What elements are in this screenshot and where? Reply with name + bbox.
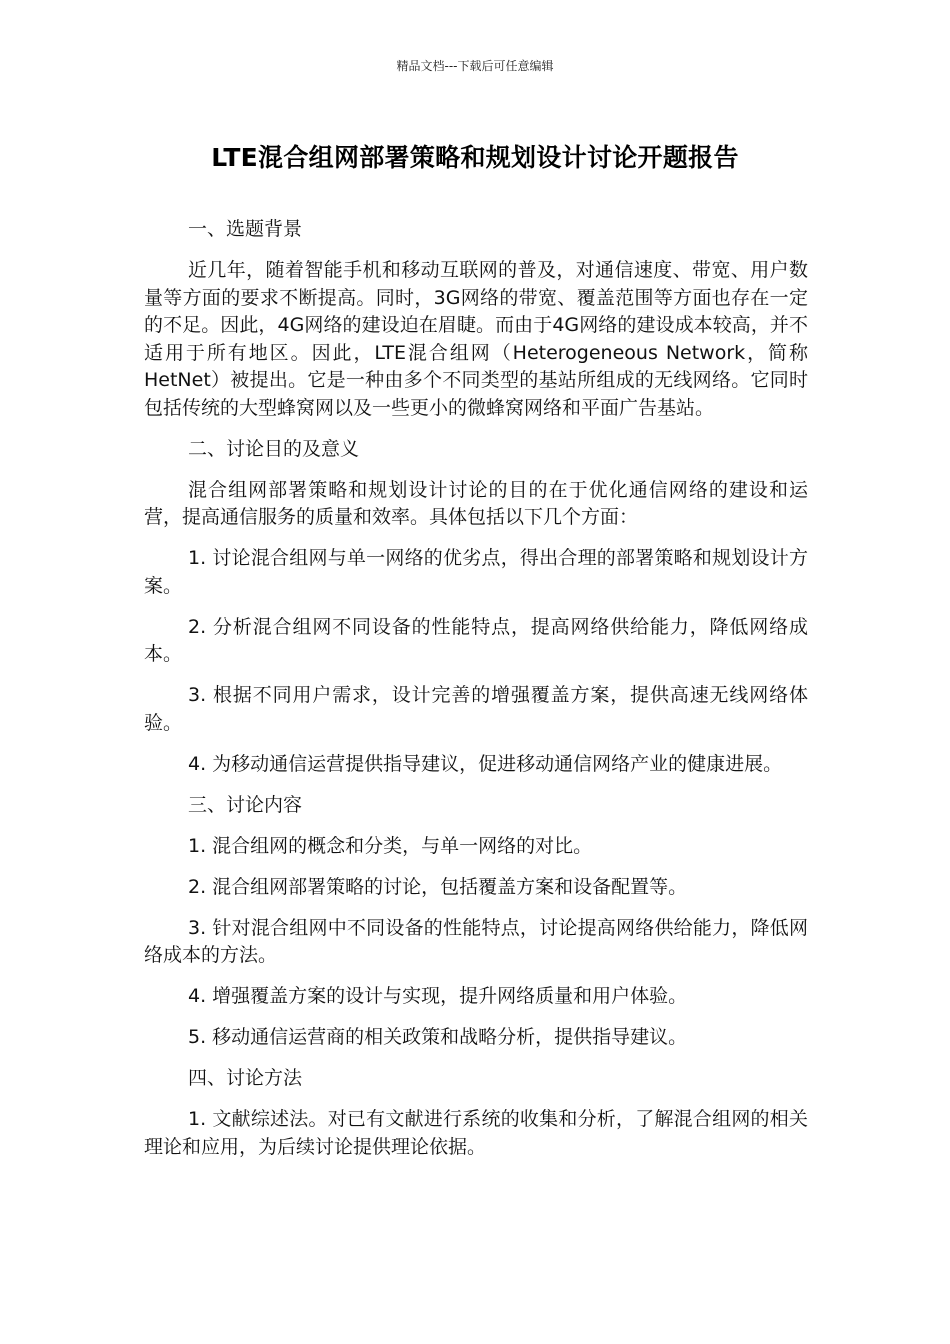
- purpose-item: 3. 根据不同用户需求，设计完善的增强覆盖方案，提供高速无线网络体验。: [144, 684, 808, 734]
- content-item: 2. 混合组网部署策略的讨论，包括覆盖方案和设备配置等。: [188, 875, 688, 898]
- content-item: 5. 移动通信运营商的相关政策和战略分析，提供指导建议。: [188, 1026, 688, 1048]
- section-heading-background: 一、选题背景: [188, 218, 303, 240]
- section-heading-purpose: 二、讨论目的及意义: [188, 437, 360, 460]
- purpose-item: 4. 为移动通信运营提供指导建议，促进移动通信网络产业的健康进展。: [188, 752, 783, 775]
- page-header: 精品文档---下载后可任意编辑: [396, 59, 554, 73]
- method-item: 1. 文献综述法。对已有文献进行系统的收集和分析，了解混合组网的相关理论和应用，为后续讨论提供理论依据。: [144, 1108, 808, 1158]
- paragraph-background: 近几年，随着智能手机和移动互联网的普及，对通信速度、带宽、用户数量等方面的要求不断提高。同时，3G网络的带宽、覆盖范围等方面也存在一定的不足。因此，4G网络的建设迫在眉睫。而由于4G网络的建设成本较高，并不适用于所有地区。因此，LTE混合组网（Heterogeneous Network，简称HetNet）被提出。它是一种由多个不同类型的基站所组成的无线网络。它同时包括传统的大型蜂窝网以及一些更小的微蜂窝网络和平面广告基站。: [144, 259, 808, 419]
- purpose-item: 2. 分析混合组网不同设备的性能特点，提高网络供给能力，降低网络成本。: [144, 615, 808, 665]
- section-heading-method: 四、讨论方法: [188, 1067, 303, 1089]
- purpose-item: 1. 讨论混合组网与单一网络的优劣点，得出合理的部署策略和规划设计方案。: [144, 547, 808, 597]
- content-item: 4. 增强覆盖方案的设计与实现，提升网络质量和用户体验。: [188, 985, 688, 1007]
- document-body: [144, 216, 808, 1175]
- document-title: LTE混合组网部署策略和规划设计讨论开题报告: [211, 143, 739, 172]
- section-heading-content: 三、讨论内容: [188, 793, 303, 816]
- content-item: 3. 针对混合组网中不同设备的性能特点，讨论提高网络供给能力，降低网络成本的方法。: [144, 916, 808, 966]
- content-item: 1. 混合组网的概念和分类，与单一网络的对比。: [188, 834, 593, 857]
- paragraph-purpose: 混合组网部署策略和规划设计讨论的目的在于优化通信网络的建设和运营，提高通信服务的质量和效率。具体包括以下几个方面：: [144, 478, 808, 528]
